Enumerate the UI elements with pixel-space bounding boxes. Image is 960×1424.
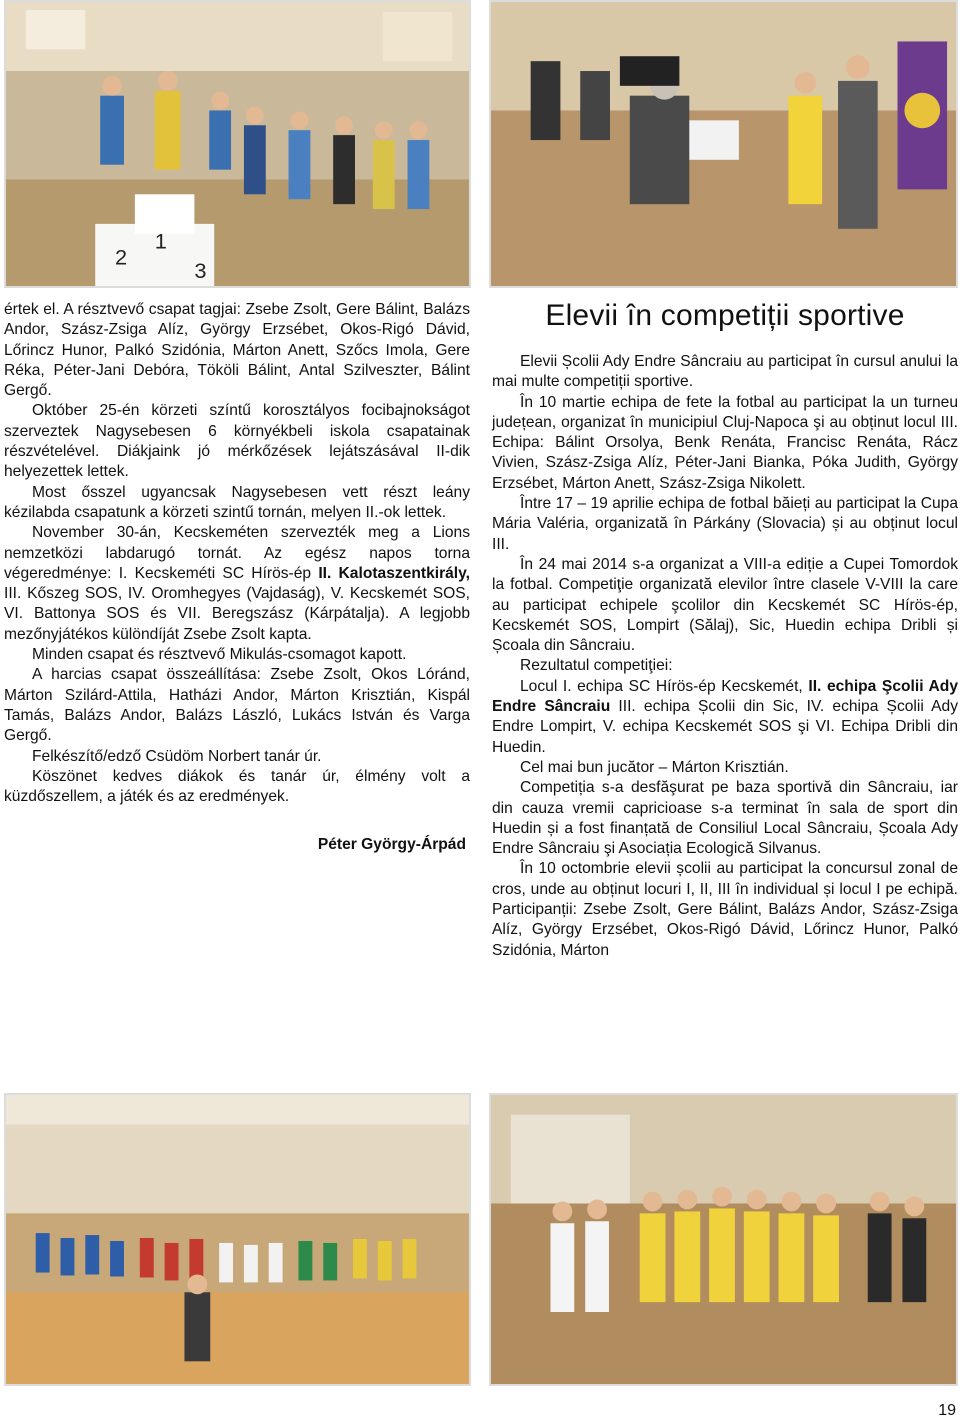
text-run: III. echipa Școlii din Sic, IV. echipa Școlii Ady Endre Lompirt, V. echipa Kecskemét SOS şi VI. Echipa Dribli din Huedin. — [492, 698, 958, 756]
right-paragraph: Între 17 – 19 aprilie echipa de fotbal băieți au participat la Cupa Mária Valéria, organizată în Párkány (Slovacia) și au obținut locul III. — [492, 495, 958, 553]
left-paragraph: értek el. A résztvevő csapat tagjai: Zsebe Zsolt, Gere Bálint, Balázs Andor, Szász-Zsiga Alíz, György Erzsébet, Okos-Rigó Dávid, Lőrincz Hunor, Palkó Szidónia, Márton Anett, Szőcs Imola, Gere Réka, Péter-Jani Debóra, Tököli Bálint, Antal Szilveszter, Bálint Gergő. — [4, 301, 470, 400]
right-paragraph — [492, 677, 958, 758]
page-number: 19 — [938, 1402, 956, 1419]
svg-text:3: 3 — [194, 258, 207, 284]
right-paragraph: Elevii Școlii Ady Endre Sâncraiu au participat în cursul anului la mai multe competiții sportive. — [492, 353, 958, 391]
right-paragraph: În 10 octombrie elevii școlii au participat la concursul zonal de cros, unde au obținut locuri I, II, III în individual și locul I pe echipă. Participanții: Zsebe Zsolt, Gere Bálint, Balázs Andor, Szász-Zsiga Alíz, György Erzsébet, Okos-Rigó Dávid, Lőrincz Hunor, Palkó Szidónia, Márton — [492, 860, 958, 959]
right-paragraph: În 24 mai 2014 s-a organizat a VIII-a ediție a Cupei Tomordok la fotbal. Competiţie organizată elevilor între clasele V-VIII la care au participat echipele şcolilor din Kecskemét SC Hírös-ép, Kecskemét SOS, Lompirt (Sălaj), Sic, Huedin echipa Dribli și Școala din Sâncraiu. — [492, 555, 958, 655]
left-paragraph: Most ősszel ugyancsak Nagysebesen vett részt leány kézilabda csapatunk a körzeti szintű tornán, melyen II.-ok lettek. — [4, 483, 470, 521]
text-run: November 30-án, Kecskeméten szervezték meg a Lions nemzetközi labdarugó tornát. Az egész napos torna végeredménye: I. Kecskeméti SC Hírös-ép — [4, 524, 470, 582]
left-paragraph — [4, 523, 470, 645]
article-title: Elevii în competiții sportive — [545, 299, 905, 332]
author-signature: Péter György-Árpád — [317, 836, 466, 854]
left-paragraph: Minden csapat és résztvevő Mikulás-csomagot kapott. — [32, 646, 407, 664]
text-run: Locul I. echipa SC Hírös-ép Kecskemét, — [520, 677, 809, 695]
hungarian-article — [4, 300, 470, 856]
right-paragraph: Competiția s-a desfăşurat pe baza sportivă din Sâncraiu, iar din cauza vremii capricioase s-a terminat în sala de sport din Huedin și a fost finanțată de Consiliul Local Sâncraiu, Școala Ady Endre Sâncraiu şi Asociația Ecologică Silvanus. — [492, 779, 958, 858]
svg-text:2: 2 — [115, 244, 128, 270]
bold-run: II. Kalotaszentkirály, — [318, 564, 470, 582]
photo-podium — [4, 0, 471, 288]
left-paragraph: Köszönet kedves diákok és tanár úr, élmény volt a küzdőszellem, a játék és az eredmények. — [4, 767, 470, 806]
left-paragraph: Október 25-én körzeti színtű korosztályos focibajnokságot szerveztek Nagysebesen 6 környékbeli iskola csapatainak részvételével. Diákjaink jó mérkőzések lejátszásával II-dik helyezettek lettek. — [4, 402, 470, 481]
svg-text:1: 1 — [154, 228, 167, 254]
left-paragraph: A harcias csapat összeállítása: Zsebe Zsolt, Okos Lóránd, Márton Szilárd-Attila, Hatházi Andor, Márton Krisztián, Kispál Tamás, Balázs Andor, Balázs László, Lukács István és Varga Gergő. — [4, 666, 470, 745]
left-paragraph: Felkészítő/edző Csüdöm Norbert tanár úr. — [32, 747, 322, 765]
right-paragraph: Rezultatul competiţiei: — [520, 657, 673, 675]
right-paragraph: În 10 martie echipa de fete la fotbal au participat la un turneu județean, organizat în municipiul Cluj-Napoca şi au obținut locul III. Echipa: Bálint Orsolya, Benk Renáta, Francisc Renáta, Rácz Vivien, Szász-Zsiga Alíz, Péter-Jani Bianka, Póka Judith, György Erzsébet, Márton Anett, Szász-Zsiga Nikolett. — [492, 393, 958, 492]
right-paragraph: Cel mai bun jucător – Márton Krisztián. — [520, 758, 789, 776]
photo-gym-lineup — [4, 1093, 471, 1386]
photo-medals — [489, 1093, 958, 1386]
romanian-article — [492, 296, 958, 961]
photo-award — [489, 0, 958, 288]
bold-run: II. echipa Şcolii Ady Endre Sâncraiu — [492, 677, 959, 716]
text-run: III. Kőszeg SOS, IV. Oromhegyes (Vajdaság), V. Kecskemét SOS, VI. Battonya SOS és VII. Beregszász (Kárpátalja). A legjobb mezőnyjátékos különdíját Zsebe Zsolt kapta. — [4, 585, 470, 643]
